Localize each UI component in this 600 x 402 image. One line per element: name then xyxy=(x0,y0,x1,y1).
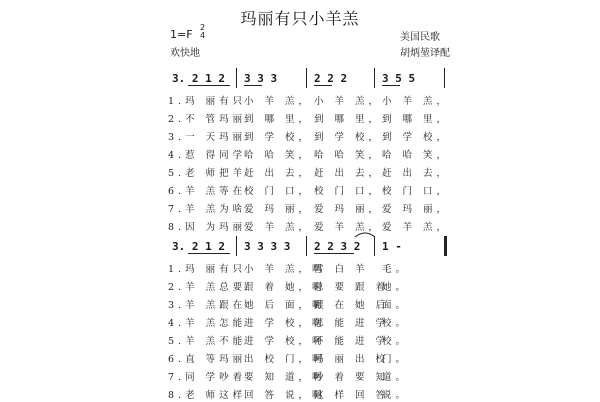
lyric-segment: 4.羊 羔怎能 xyxy=(168,318,247,329)
lyric-segment: 小 羊 羔， xyxy=(382,96,451,107)
lyric-segment: 赶 出 去， xyxy=(244,168,313,179)
lyric-segment: 到 哪 里， xyxy=(382,114,451,125)
lyric-segment: 哈 哈 笑， xyxy=(314,150,383,161)
lyric-segment: 7.羊 羔为啥 xyxy=(168,204,247,215)
lyric-line xyxy=(168,294,450,312)
lyric-segment: 2.羊 羔总要 xyxy=(168,282,247,293)
key-signature: 1=F xyxy=(170,28,193,41)
lyric-line xyxy=(168,126,450,144)
lyric-segment: 到 学 校， xyxy=(244,132,313,143)
lyric-segment: 到 哪 里， xyxy=(244,114,313,125)
lyric-segment: 爱 玛 丽， xyxy=(314,204,383,215)
lyric-segment: 5.老 师把羊 xyxy=(168,168,247,179)
lyric-line xyxy=(168,90,450,108)
time-signature-bottom: 4 xyxy=(200,31,206,40)
lyric-line xyxy=(168,162,450,180)
lyric-segment: 4.惹 得同学 xyxy=(168,150,247,161)
tempo-marking: 欢快地 xyxy=(170,48,200,59)
score-system-2 xyxy=(168,236,450,402)
lyric-line xyxy=(168,276,450,294)
lyric-segment: 面。 xyxy=(382,300,410,311)
lyric-segment: 哈 哈 笑， xyxy=(244,150,313,161)
lyric-segment: 说。 xyxy=(382,390,410,401)
lyric-segment: 爱 玛 丽， xyxy=(382,204,451,215)
eighth-beam xyxy=(244,85,262,86)
lyric-segment: 门。 xyxy=(382,354,410,365)
lyric-segment: 跟 在 她 后 xyxy=(314,300,390,311)
lyric-line xyxy=(168,108,450,126)
lyric-segment: 7.同 学吵着 xyxy=(168,372,247,383)
song-arranger: 胡炳堃译配 xyxy=(400,48,450,59)
lyric-line xyxy=(168,366,450,384)
lyric-segment: 毛。 xyxy=(382,264,410,275)
lyric-segment: 要 知 道，啊 xyxy=(244,372,326,383)
lyric-segment: 她 后 面，啊 xyxy=(244,300,326,311)
lyric-line xyxy=(168,216,450,234)
lyric-segment: 校。 xyxy=(382,336,410,347)
measure-7-notes: 2 2 3 2 xyxy=(314,240,361,253)
lyric-line xyxy=(168,144,450,162)
lyric-segment: 爱 羊 羔， xyxy=(244,222,313,233)
lyric-line xyxy=(168,258,450,276)
lyric-segment: 8.因 为玛丽 xyxy=(168,222,247,233)
barline xyxy=(374,68,375,88)
barline xyxy=(236,68,237,88)
lyric-line xyxy=(168,198,450,216)
lyric-line xyxy=(168,348,450,366)
lyric-segment: 1.玛 丽有只 xyxy=(168,96,247,107)
eighth-beam xyxy=(188,253,230,254)
lyric-segment: 6.直 等玛丽 xyxy=(168,354,247,365)
lyric-segment: 8.老 师这样 xyxy=(168,390,247,401)
lyric-segment: 5.羊 羔不能 xyxy=(168,336,247,347)
lyric-segment: 1.玛 丽有只 xyxy=(168,264,247,275)
barline xyxy=(306,236,307,256)
measure-1-notes: 3. 2 1 2 xyxy=(172,72,225,85)
lyric-line xyxy=(168,384,450,402)
lyric-segment: 爱 羊 羔， xyxy=(314,222,383,233)
eighth-beam xyxy=(382,85,400,86)
eighth-beam xyxy=(188,85,230,86)
lyric-segment: 校 门 口， xyxy=(382,186,451,197)
final-barline xyxy=(444,236,447,256)
measure-5-notes: 3. 2 1 2 xyxy=(172,240,225,253)
lyric-segment: 爱 羊 羔， xyxy=(382,222,451,233)
lyric-segment: 到 哪 里， xyxy=(314,114,383,125)
eighth-beam xyxy=(314,253,354,254)
lyric-segment: 雪 白 羊 xyxy=(314,264,369,275)
lyrics-block-2 xyxy=(168,258,450,402)
lyric-segment: 到 学 校， xyxy=(314,132,383,143)
lyric-segment: 赶 出 去， xyxy=(314,168,383,179)
lyrics-block-1 xyxy=(168,90,450,234)
lyric-segment: 小 羊 羔， xyxy=(314,96,383,107)
lyric-segment: 小 羊 羔，啊 xyxy=(244,264,326,275)
lyric-segment: 跟 着 她，啊 xyxy=(244,282,326,293)
lyric-segment: 哈 哈 笑， xyxy=(382,150,451,161)
lyric-segment: 回 答 说，啊 xyxy=(244,390,326,401)
barline xyxy=(306,68,307,88)
barline xyxy=(236,236,237,256)
lyric-segment: 道。 xyxy=(382,372,410,383)
lyric-segment: 小 羊 羔， xyxy=(244,96,313,107)
time-signature xyxy=(200,24,205,40)
lyric-segment: 3.一 天玛丽 xyxy=(168,132,247,143)
lyric-segment: 进 学 校，啊 xyxy=(244,318,326,329)
lyric-segment: 进 学 校，啊 xyxy=(244,336,326,347)
lyric-segment: 她。 xyxy=(382,282,410,293)
lyric-segment: 这 样 回 答 xyxy=(314,390,390,401)
lyric-line xyxy=(168,180,450,198)
lyric-segment: 校 门 口， xyxy=(314,186,383,197)
lyric-segment: 赶 出 去， xyxy=(382,168,451,179)
barline xyxy=(374,236,375,256)
lyric-segment: 总 要 跟 着 xyxy=(314,282,390,293)
barline xyxy=(444,68,445,88)
lyric-segment: 校。 xyxy=(382,318,410,329)
lyric-segment: 爱 玛 丽， xyxy=(244,204,313,215)
measure-6-notes: 3 3 3 3 xyxy=(244,240,291,253)
lyric-segment: 3.羊 羔跟在 xyxy=(168,300,247,311)
lyric-segment: 2.不 管玛丽 xyxy=(168,114,247,125)
time-signature-top: 2 xyxy=(200,23,206,32)
measure-4-notes: 3 5 5 xyxy=(382,72,416,85)
lyric-segment: 到 学 校， xyxy=(382,132,451,143)
lyric-line xyxy=(168,330,450,348)
score-system-1 xyxy=(168,68,450,234)
lyric-segment: 校 门 口， xyxy=(244,186,313,197)
lyric-segment: 不 能 进 学 xyxy=(314,336,390,347)
measure-3-notes: 2 2 2 xyxy=(314,72,348,85)
song-title: 玛丽有只小羊羔 xyxy=(240,9,360,28)
lyric-segment: 出 校 门，啊 xyxy=(244,354,326,365)
song-origin: 美国民歌 xyxy=(400,32,440,43)
lyric-line xyxy=(168,312,450,330)
lyric-segment: 玛 丽 出 校 xyxy=(314,354,390,365)
measure-2-notes: 3 3 3 xyxy=(244,72,278,85)
lyric-segment: 怎 能 进 学 xyxy=(314,318,390,329)
lyric-segment: 吵 着 要 知 xyxy=(314,372,390,383)
measure-8-notes: 1 - xyxy=(382,240,402,253)
eighth-beam xyxy=(314,85,332,86)
lyric-segment: 6.羊 羔等在 xyxy=(168,186,247,197)
